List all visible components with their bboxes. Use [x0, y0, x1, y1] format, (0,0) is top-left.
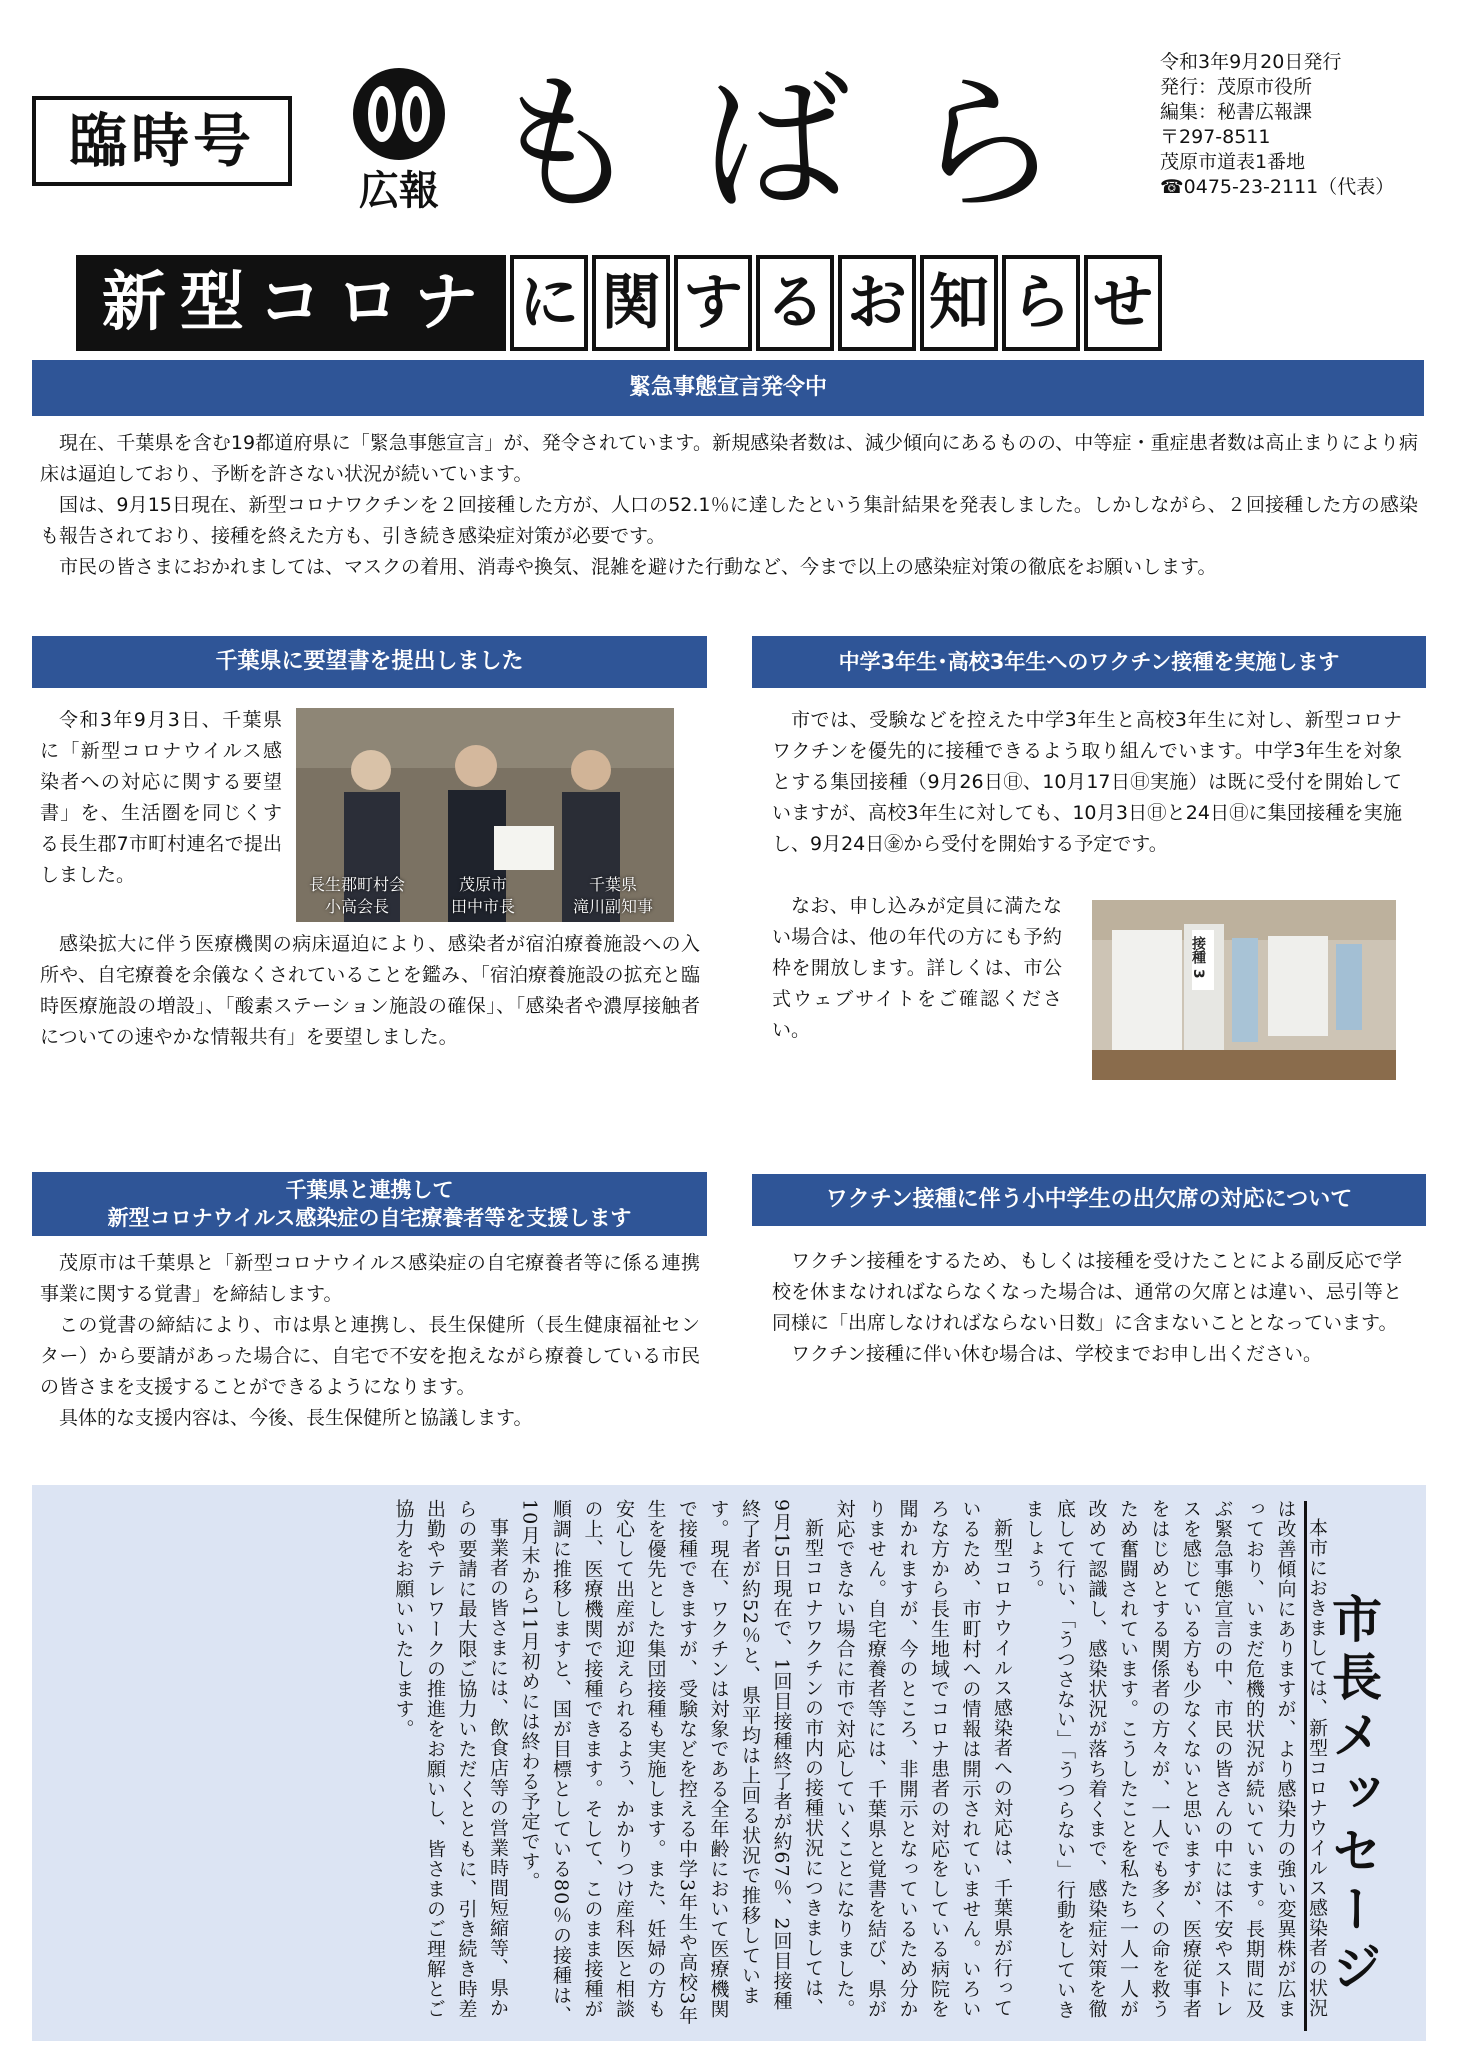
main-banner — [76, 255, 1398, 351]
banner-boxed-text — [506, 255, 1162, 351]
homecare-title-line: 新型コロナウイルス感染症の自宅療養者等を支援します — [107, 1206, 632, 1230]
postal-code: 〒297-8511 — [1160, 126, 1271, 148]
vaccine-note — [772, 891, 1062, 1046]
caption-line: 茂原市 — [458, 875, 507, 894]
mayor-paragraph: 事業者の皆さまには、飲食店等の営業時間短縮等、県からの要請に最大限ご協力いただくとともに、引き続き時差出勤やテレワークの推進をお願いし、皆さまのご理解とご協力をお願いいたします。 — [392, 1499, 509, 2019]
vaccine-booth-photo — [1092, 900, 1396, 1080]
request-heading: 千葉県に要望書を提出しました — [32, 636, 707, 688]
homecare-body — [40, 1248, 700, 1434]
attendance-body — [772, 1246, 1402, 1370]
banner-char: に — [510, 255, 588, 351]
editor: 編集：秘書広報課 — [1160, 101, 1313, 123]
booth-label: 接種 3 — [1190, 936, 1206, 979]
phone: ☎0475-23-2111（代表） — [1160, 176, 1395, 198]
edition-label: 臨時号 — [32, 96, 292, 186]
request-body-text: 感染拡大に伴う医療機関の病床逼迫により、感染者が宿泊療養施設への入所や、自宅療養を余儀なくされていることを鑑み、「宿泊療養施設の拡充と臨時医療施設の増設」、「酸素ステーション施設の確保」、「感染者や濃厚接触者についての速やかな情報共有」を要望しました。 — [40, 933, 700, 1048]
logo-label: 広報 — [359, 168, 439, 214]
banner-char: ら — [1002, 255, 1080, 351]
emergency-paragraph: 現在、千葉県を含む19都道府県に「緊急事態宣言」が、発令されています。新規感染者数は、減少傾向にあるものの、中等症・重症患者数は高止まりにより病床は逼迫しており、予断を許さない状況が続いています。 — [40, 432, 1418, 485]
emergency-paragraph: 市民の皆さまにおかれましては、マスクの着用、消毒や換気、混雑を避けた行動など、今まで以上の感染症対策の徹底をお願いします。 — [59, 556, 1217, 578]
caption-line: 千葉県 — [588, 875, 637, 894]
banner-char: る — [756, 255, 834, 351]
caption-chosei — [302, 874, 412, 918]
caption-mobara — [428, 874, 538, 918]
banner-char: 知 — [920, 255, 998, 351]
mayor-paragraph: 新型コロナワクチンの市内の接種状況につきましては、9月15日現在で、1回目接種終了者が約67％、2回目接種終了者が約52％と、県平均は上回る状況で推移しています。現在、ワクチンは対象である全年齢において医療機関で接種できますが、受験などを控える中学3年生や高校3年生を優先とした集団接種も実施します。また、妊婦の方も安心して出産が迎えられるよう、かかりつけ産科医と相談の上、医療機関で接種できます。そして、このまま接種が順調に推移しますと、国が目標としている80％の接種は、10月末から11月初めには終わる予定です。 — [518, 1499, 824, 2026]
caption-line: 滝川副知事 — [572, 897, 653, 916]
emergency-heading: 緊急事態宣言発令中 — [32, 360, 1424, 416]
caption-line: 小高会長 — [324, 897, 389, 916]
city-emblem-icon — [330, 64, 468, 164]
request-body — [40, 929, 700, 1053]
city-logo — [330, 64, 468, 214]
attendance-paragraph: ワクチン接種に伴い休む場合は、学校までお申し出ください。 — [791, 1343, 1323, 1365]
mayor-title: 市長メッセージ — [1304, 1501, 1402, 2031]
vaccine-note-text: なお、申し込みが定員に満たない場合は、他の年代の方にも予約枠を開放します。詳しくは、市公式ウェブサイトをご確認ください。 — [772, 895, 1062, 1041]
emergency-paragraph: 国は、9月15日現在、新型コロナワクチンを２回接種した方が、人口の52.1％に達したという集計結果を発表しました。しかしながら、２回接種した方の感染も報告されており、接種を終えた方も、引き続き感染症対策が必要です。 — [40, 494, 1418, 547]
mayor-body — [102, 1499, 1332, 2029]
banner-char: お — [838, 255, 916, 351]
request-intro — [40, 705, 282, 891]
homecare-paragraph: 茂原市は千葉県と「新型コロナウイルス感染症の自宅療養者等に係る連携事業に関する覚書」を締結します。 — [40, 1252, 700, 1305]
vaccine-paragraph: 市では、受験などを控えた中学3年生と高校3年生に対し、新型コロナワクチンを優先的に接種できるよう取り組んでいます。中学3年生を対象とする集団接種（9月26日㊐、10月17日㊐実施）は既に受付を開始していますが、高校3年生に対しても、10月3日㊐と24日㊐に集団接種を実施し、9月24日㊎から受付を開始する予定です。 — [772, 709, 1402, 855]
attendance-paragraph: ワクチン接種をするため、もしくは接種を受けたことによる副反応で学校を休まなければならなくなった場合は、通常の欠席とは違い、忌引等と同様に「出席しなければならない日数」に含まないこととなっています。 — [772, 1250, 1402, 1334]
banner-char: せ — [1084, 255, 1162, 351]
emergency-body — [40, 428, 1418, 583]
homecare-heading — [32, 1172, 707, 1236]
address: 茂原市道表1番地 — [1160, 151, 1306, 173]
mayor-paragraph: 本市におきましては、新型コロナウイルス感染者の状況は改善傾向にありますが、より感染力の強い変異株が広まっており、いまだ危機的状況が続いています。長期間に及ぶ緊急事態宣言の中、市民の皆さんの中には不安やストレスを感じている方も少なくないと思いますが、医療従事者をはじめとする関係者の方々が、一人でも多くの命を救うため奮闘されています。こうしたことを私たち一人一人が改めて認識し、感染状況が落ち着くまで、感染症対策を徹底して行い、「うつさない」「うつらない」行動をしていきましょう。 — [1022, 1499, 1328, 2020]
attendance-heading: ワクチン接種に伴う小中学生の出欠席の対応について — [752, 1174, 1426, 1226]
newsletter-title: もばら — [490, 58, 1121, 232]
booth-photo-image — [1092, 900, 1396, 1080]
banner-char: 関 — [592, 255, 670, 351]
homecare-paragraph: この覚書の締結により、市は県と連携し、長生保健所（長生健康福祉センター）から要請があった場合に、自宅で不安を抱えながら療養している市民の皆さまを支援することができるようになります。 — [40, 1314, 700, 1398]
publish-date: 令和3年9月20日発行 — [1160, 51, 1342, 73]
caption-line: 田中市長 — [450, 897, 515, 916]
caption-line: 長生郡町村会 — [308, 875, 405, 894]
publisher: 発行：茂原市役所 — [1160, 76, 1313, 98]
homecare-paragraph: 具体的な支援内容は、今後、長生保健所と協議します。 — [59, 1407, 533, 1429]
banner-left-text: 新型コロナ — [76, 255, 506, 351]
caption-chiba — [558, 874, 668, 918]
request-photo — [296, 708, 674, 922]
banner-char: す — [674, 255, 752, 351]
publisher-info — [1160, 50, 1450, 200]
request-intro-text: 令和3年9月3日、千葉県に「新型コロナウイルス感染者への対応に関する要望書」を、生活圏を同じくする長生郡7市町村連名で提出しました。 — [40, 709, 282, 886]
vaccine-body — [772, 705, 1402, 860]
homecare-title-line: 千葉県と連携して — [285, 1178, 454, 1202]
mayor-message — [32, 1485, 1426, 2041]
mayor-paragraph: 新型コロナウイルス感染者への対応は、千葉県が行っているため、市町村への情報は開示されていません。いろいろな方から長生地域でコロナ患者の対応をしている病院を聞かれますが、今のところ、非開示となっているため分かりません。自宅療養者等には、千葉県と覚書を結び、県が対応できない場合に市で対応していくことになりました。 — [833, 1499, 1013, 2019]
vaccine-heading: 中学3年生･高校3年生へのワクチン接種を実施します — [752, 636, 1426, 688]
